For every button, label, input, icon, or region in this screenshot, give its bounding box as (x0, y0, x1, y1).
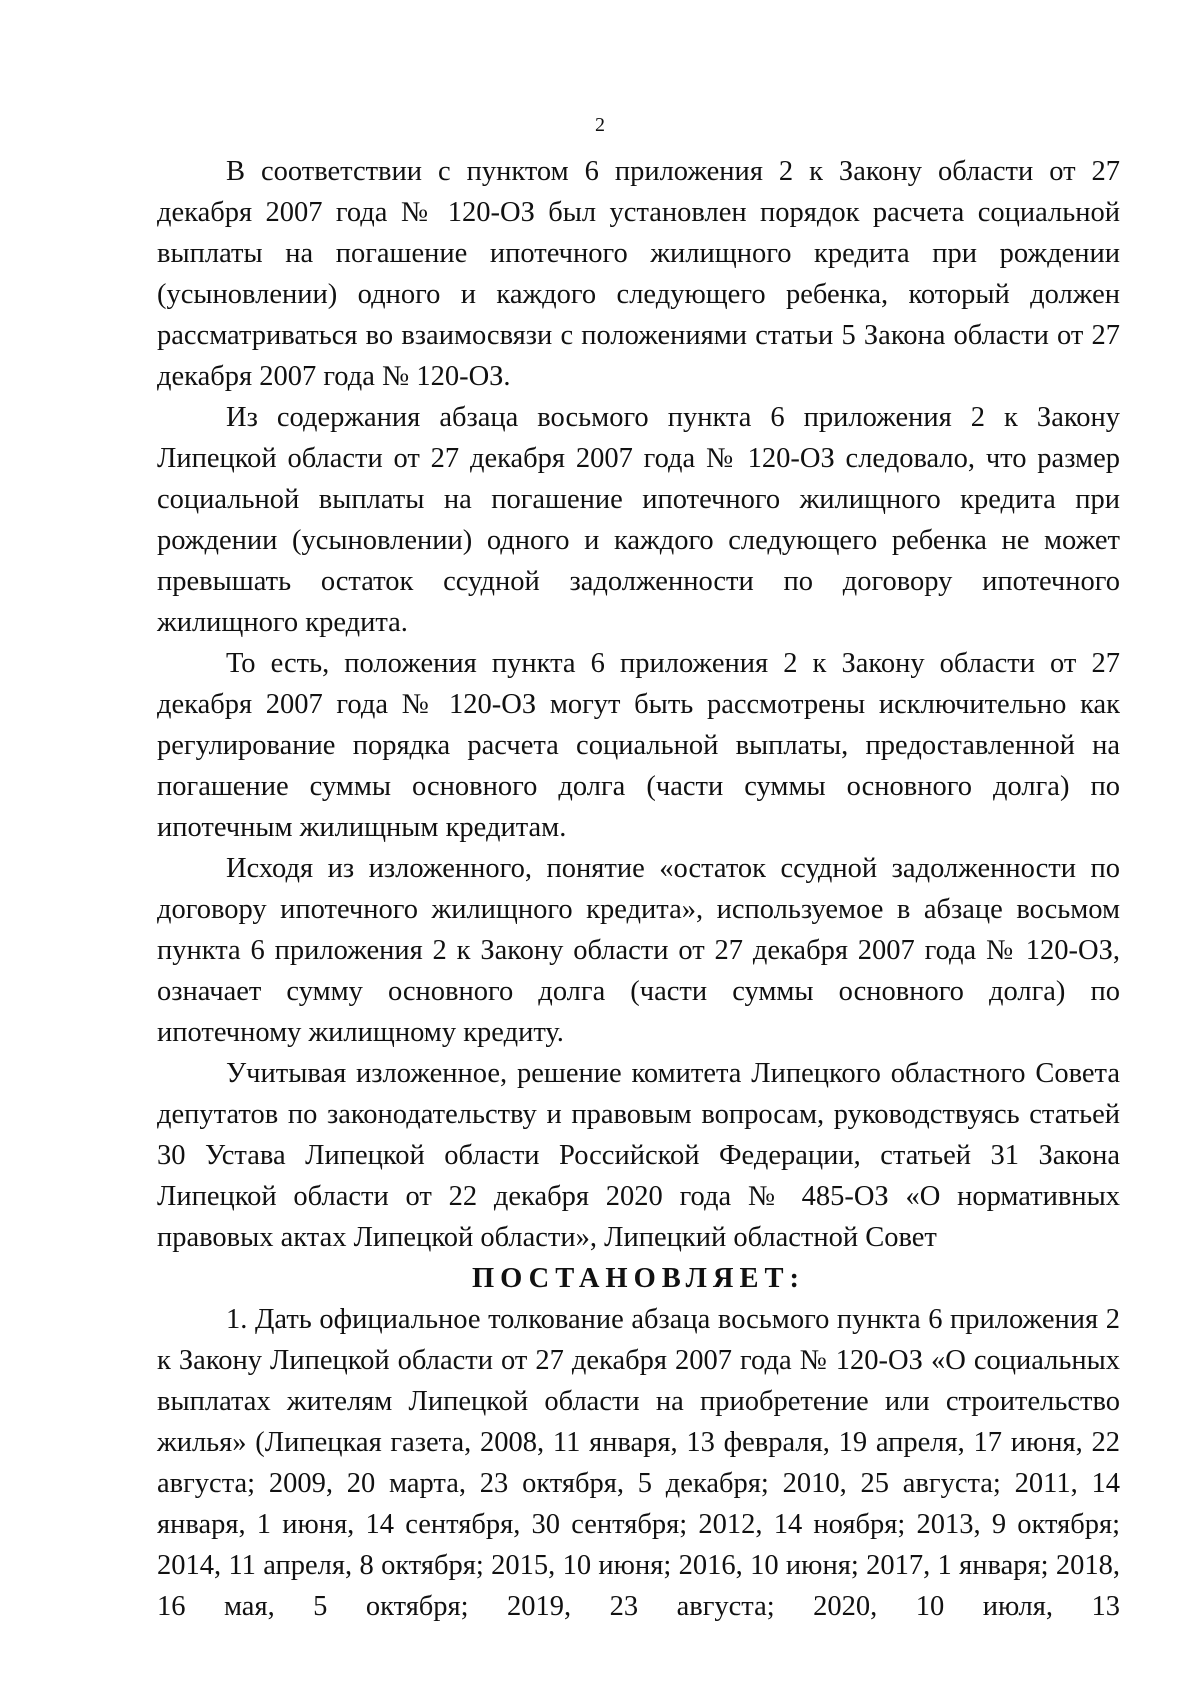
paragraph-2: Из содержания абзаца восьмого пункта 6 приложения 2 к Закону Липецкой области от 27 декабря 2007 года № 120-ОЗ следовало, что размер социальной выплаты на погашение ипотечного жилищного кредита при рождении (усыновлении) одного и каждого следующего ребенка не может превышать остаток ссудной задолженности по договору ипотечного жилищного кредита. (157, 402, 1120, 638)
page-number: 2 (595, 114, 605, 136)
resolution-heading: ПОСТАНОВЛЯЕТ: (471, 1263, 806, 1294)
document-body (157, 151, 1120, 1627)
paragraph-3: То есть, положения пункта 6 приложения 2 к Закону области от 27 декабря 2007 года № 120-ОЗ могут быть рассмотрены исключительно как регулирование порядка расчета социальной выплаты, предоставленной на погашение суммы основного долга (части суммы основного долга) по ипотечным жилищным кредитам. (157, 648, 1120, 843)
paragraph-4: Исходя из изложенного, понятие «остаток ссудной задолженности по договору ипотечного жилищного кредита», используемое в абзаце восьмом пункта 6 приложения 2 к Закону области от 27 декабря 2007 года № 120-ОЗ, означает сумму основного долга (части суммы основного долга) по ипотечному жилищному кредиту. (157, 853, 1120, 1048)
paragraph-1: В соответствии с пунктом 6 приложения 2 к Закону области от 27 декабря 2007 года № 120-ОЗ был установлен порядок расчета социальной выплаты на погашение ипотечного жилищного кредита при рождении (усыновлении) одного и каждого следующего ребенка, который должен рассматриваться во взаимосвязи с положениями статьи 5 Закона области от 27 декабря 2007 года № 120-ОЗ. (157, 156, 1120, 392)
paragraph-5: Учитывая изложенное, решение комитета Липецкого областного Совета депутатов по законодательству и правовым вопросам, руководствуясь статьей 30 Устава Липецкой области Российской Федерации, статьей 31 Закона Липецкой области от 22 декабря 2020 года № 485-ОЗ «О нормативных правовых актах Липецкой области», Липецкий областной Совет (157, 1058, 1120, 1253)
resolution-item-1: 1. Дать официальное толкование абзаца восьмого пункта 6 приложения 2 к Закону Липецкой области от 27 декабря 2007 года № 120-ОЗ «О социальных выплатах жителям Липецкой области на приобретение или строительство жилья» (Липецкая газета, 2008, 11 января, 13 февраля, 19 апреля, 17 июня, 22 августа; 2009, 20 марта, 23 октября, 5 декабря; 2010, 25 августа; 2011, 14 января, 1 июня, 14 сентября, 30 сентября; 2012, 14 ноября; 2013, 9 октября; 2014, 11 апреля, 8 октября; 2015, 10 июня; 2016, 10 июня; 2017, 1 января; 2018, 16 мая, 5 октября; 2019, 23 августа; 2020, 10 июля, 13 (157, 1304, 1120, 1622)
